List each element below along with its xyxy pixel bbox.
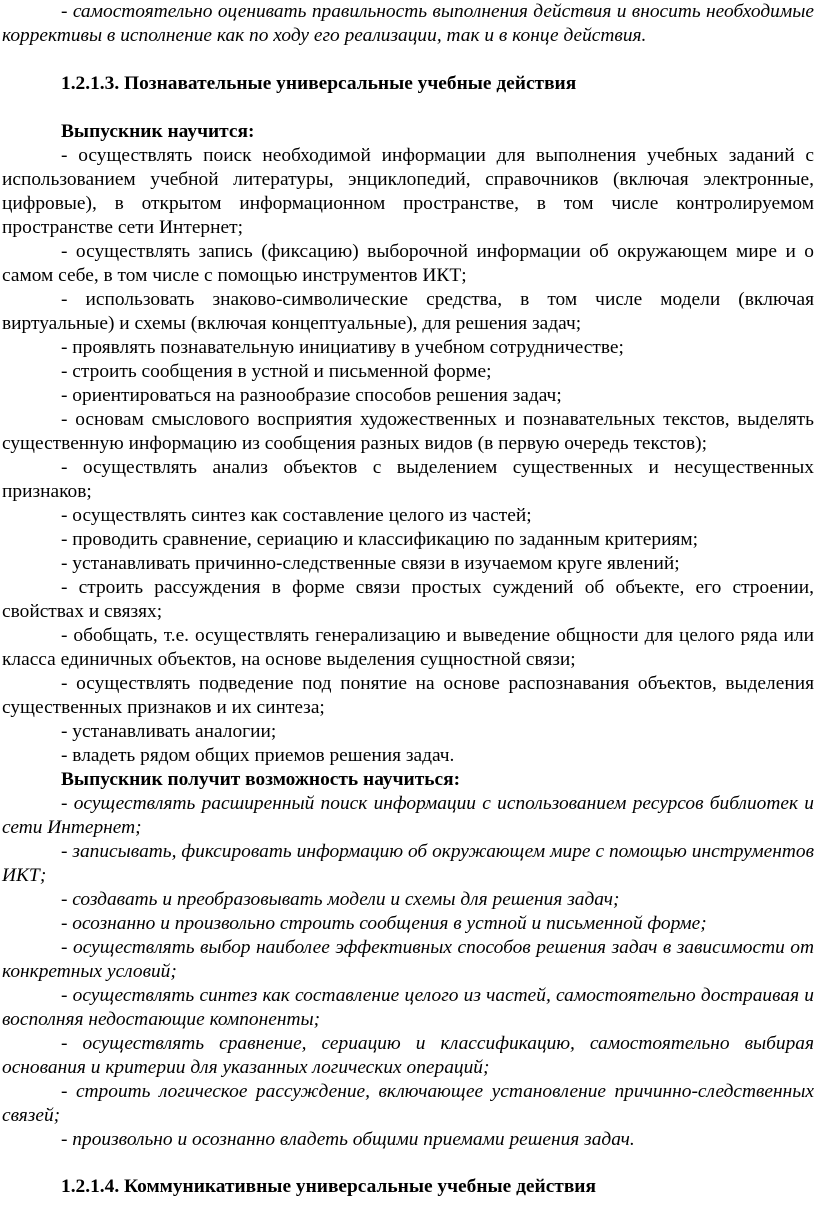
opportunity-item: - осуществлять сравнение, сериацию и классификацию, самостоятельно выбирая основания и критерии для указанных логических операций; xyxy=(2,1033,814,1078)
learn-list xyxy=(2,144,814,768)
learn-item: - осуществлять синтез как составление целого из частей; xyxy=(61,505,532,526)
learn-item: - владеть рядом общих приемов решения задач. xyxy=(61,745,455,766)
learn-item: - осуществлять анализ объектов с выделением существенных и несущественных признаков; xyxy=(2,457,814,502)
opportunity-list xyxy=(2,792,814,1152)
learn-item: - проявлять познавательную инициативу в учебном сотрудничестве; xyxy=(61,337,624,358)
learn-item: - устанавливать аналогии; xyxy=(61,721,277,742)
learn-item: - использовать знаково-символические средства, в том числе модели (включая виртуальные) и схемы (включая концептуальные), для решения задач; xyxy=(2,289,814,334)
opportunity-item: - создавать и преобразовывать модели и схемы для решения задач; xyxy=(61,889,620,910)
learn-item: - основам смыслового восприятия художественных и познавательных текстов, выделять существенную информацию из сообщения разных видов (в первую очередь текстов); xyxy=(2,409,814,454)
learn-item: - обобщать, т.е. осуществлять генерализацию и выведение общности для целого ряда или класса единичных объектов, на основе выделения сущностной связи; xyxy=(2,625,814,670)
section-heading-cognitive: 1.2.1.3. Познавательные универсальные учебные действия xyxy=(61,73,577,94)
opportunity-item: - осуществлять синтез как составление целого из частей, самостоятельно достраивая и восполняя недостающие компоненты; xyxy=(2,985,814,1030)
learn-item: - осуществлять подведение под понятие на основе распознавания объектов, выделения существенных признаков и их синтеза; xyxy=(2,673,814,718)
learn-item: - строить сообщения в устной и письменной форме; xyxy=(61,361,492,382)
opportunity-item: - произвольно и осознанно владеть общими приемами решения задач. xyxy=(61,1129,635,1150)
learn-item: - осуществлять поиск необходимой информации для выполнения учебных заданий с использованием учебной литературы, энциклопедий, справочников (включая электронные, цифровые), в открытом информационном пространстве, в том числе контролируемом пространстве сети Интернет; xyxy=(2,145,814,238)
opportunity-item: - строить логическое рассуждение, включающее установление причинно-следственных связей; xyxy=(2,1081,814,1126)
opportunity-item: - осознанно и произвольно строить сообщения в устной и письменной форме; xyxy=(61,913,707,934)
section-heading-communicative: 1.2.1.4. Коммуникативные универсальные учебные действия xyxy=(61,1176,596,1197)
opportunity-item: - осуществлять выбор наиболее эффективных способов решения задач в зависимости от конкретных условий; xyxy=(2,937,814,982)
document-page xyxy=(2,0,814,1199)
opportunity-item: - осуществлять расширенный поиск информации с использованием ресурсов библиотек и сети Интернет; xyxy=(2,793,814,838)
learn-item: - осуществлять запись (фиксацию) выборочной информации об окружающем мире и о самом себе, в том числе с помощью инструментов ИКТ; xyxy=(2,241,814,286)
learn-item: - проводить сравнение, сериацию и классификацию по заданным критериям; xyxy=(61,529,699,550)
learn-heading: Выпускник научится: xyxy=(61,121,255,142)
learn-item: - устанавливать причинно-следственные связи в изучаемом круге явлений; xyxy=(61,553,680,574)
opportunity-heading: Выпускник получит возможность научиться: xyxy=(61,769,461,790)
opportunity-item: - записывать, фиксировать информацию об окружающем мире с помощью инструментов ИКТ; xyxy=(2,841,814,886)
learn-item: - строить рассуждения в форме связи простых суждений об объекте, его строении, свойствах и связях; xyxy=(2,577,814,622)
learn-item: - ориентироваться на разнообразие способов решения задач; xyxy=(61,385,562,406)
intro-item: - самостоятельно оценивать правильность выполнения действия и вносить необходимые коррективы в исполнение как по ходу его реализации, так и в конце действия. xyxy=(2,1,814,46)
